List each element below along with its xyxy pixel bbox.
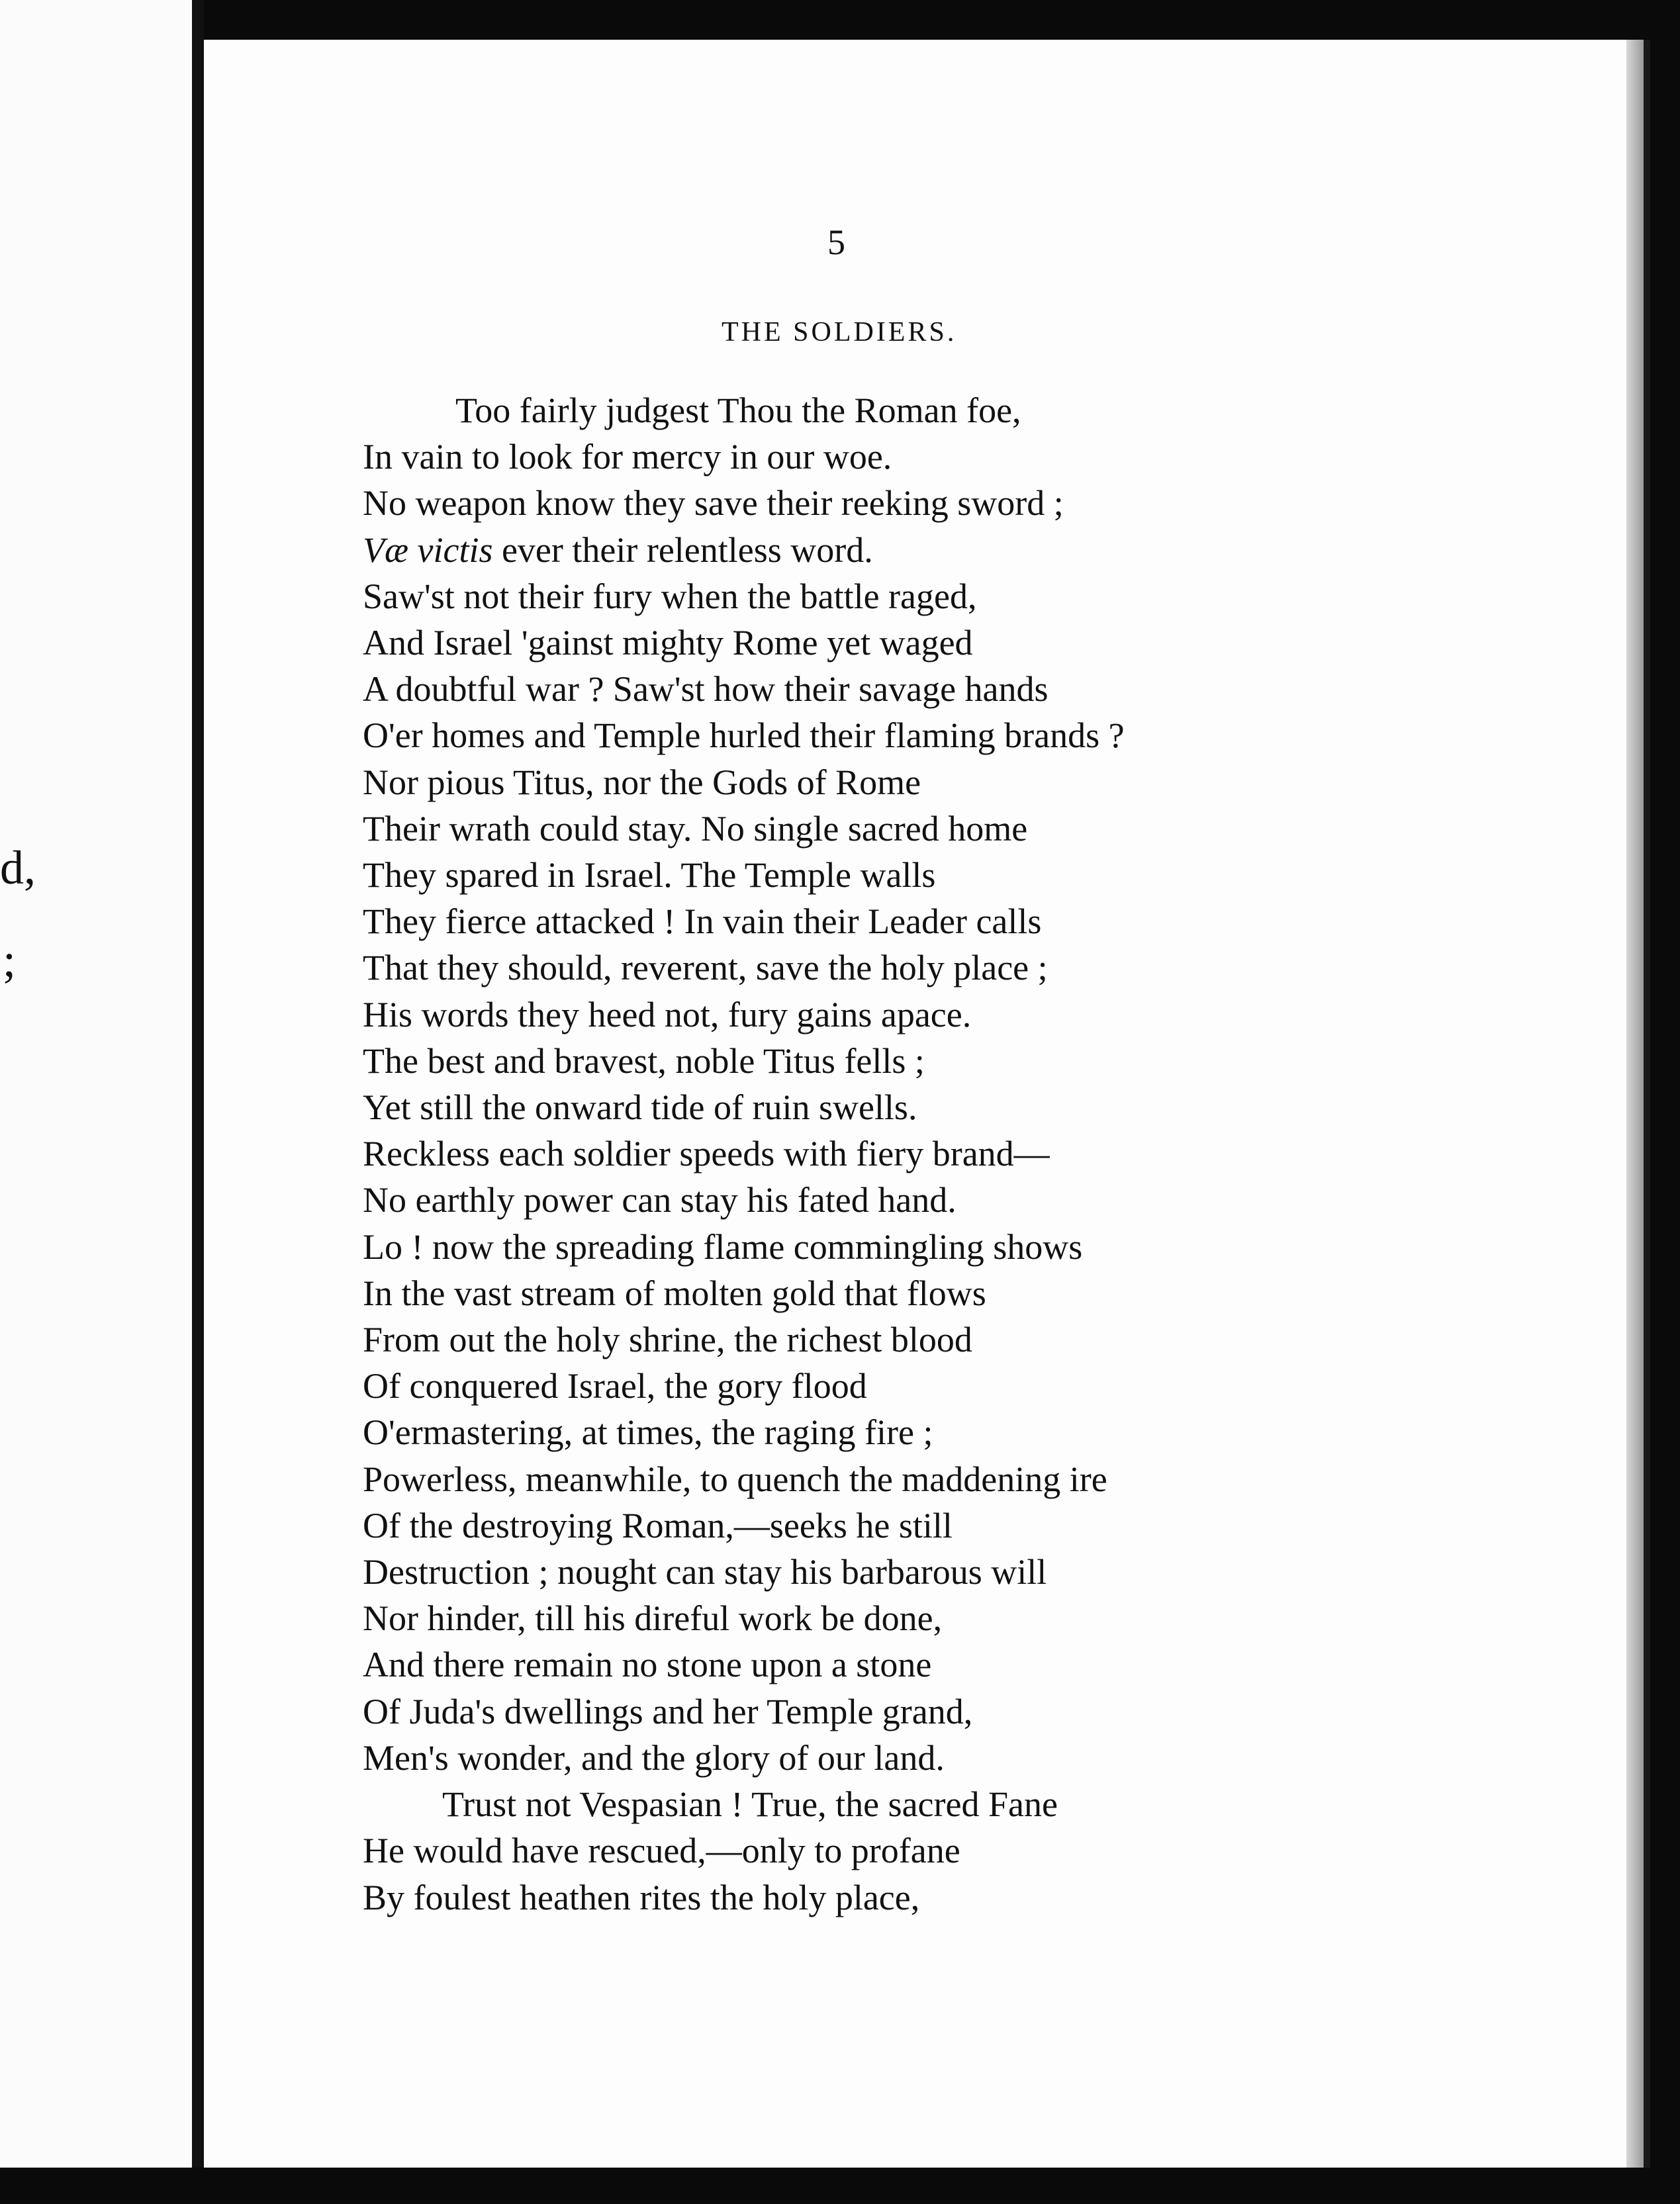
poem-line-text: That they should, reverent, save the holy place ; [363,948,1048,988]
poem-line-italic: Væ victis [363,529,493,570]
poem-line [363,1177,1356,1223]
poem-line-text: And Israel 'gainst mighty Rome yet waged [363,623,973,663]
poem-line [363,573,1356,620]
page-number: 5 [827,222,845,262]
poem-body [363,387,1356,1921]
poem-line-text: And there remain no stone upon a stone [363,1645,932,1685]
poem-line [363,434,1356,480]
poem-line-text: O'ermastering, at times, the raging fire ; [363,1412,933,1453]
poem-line-text: Nor pious Titus, nor the Gods of Rome [363,762,921,802]
poem-line [363,1827,1356,1874]
poem-line [363,1130,1356,1177]
poem-line [363,805,1356,852]
poem-line-text: O'er homes and Temple hurled their flaming brands ? [363,715,1125,756]
poem-line [363,480,1356,526]
poem-line [363,620,1356,666]
poem-title: THE SOLDIERS. [722,317,957,347]
poem-line-text: Their wrath could stay. No single sacred home [363,808,1028,849]
poem-line-text: They fierce attacked ! In vain their Leader calls [363,901,1042,942]
poem-line [363,1502,1356,1549]
poem-line-text: A doubtful war ? Saw'st how their savage hands [363,669,1049,710]
poem-line [363,1409,1356,1455]
poem-line [363,759,1356,805]
poem-line [363,1595,1356,1641]
left-page-fragment: ; [3,934,17,987]
poem-line [363,944,1356,991]
scan-border [0,2168,1680,2204]
poem-line [363,991,1356,1038]
poem-line [363,1874,1356,1921]
poem-line-text: ever their relentless word. [492,529,873,570]
poem-line-text: From out the holy shrine, the richest blood [363,1320,972,1360]
left-page-fragment: d, [0,841,36,894]
poem-line [363,1735,1356,1781]
poem-line-text: Powerless, meanwhile, to quench the maddening ire [363,1459,1107,1499]
poem-line [363,1781,1356,1827]
poem-line [363,1363,1356,1409]
poem-line [363,1456,1356,1502]
poem-line-text: He would have rescued,—only to profane [363,1831,960,1871]
poem-line-text: Reckless each soldier speeds with fiery brand— [363,1134,1050,1174]
poem-line-text: Nor hinder, till his direful work be done, [363,1598,943,1639]
page-edge [1626,40,1644,2168]
poem-line-text: Of conquered Israel, the gory flood [363,1366,867,1406]
poem-line-text: They spared in Israel. The Temple walls [363,855,936,895]
poem-line [363,1549,1356,1595]
poem-line-text: Men's wonder, and the glory of our land. [363,1737,945,1778]
poem-line [363,1224,1356,1270]
poem-line-text: Lo ! now the spreading flame commingling shows [363,1226,1083,1267]
poem-line [363,666,1356,712]
poem-line-text: No weapon know they save their reeking sword ; [363,483,1064,524]
poem-line [363,527,1356,573]
poem-line [363,1270,1356,1316]
poem-line [363,712,1356,758]
book-gutter [192,0,204,2204]
poem-line-text: Destruction ; nought can stay his barbarous will [363,1552,1047,1592]
poem-line-text: Trust not Vespasian ! True, the sacred Fane [442,1784,1058,1825]
poem-line-text: Yet still the onward tide of ruin swells. [363,1087,917,1128]
poem-line-text: In the vast stream of molten gold that flows [363,1273,986,1313]
left-page-leaf [0,0,192,2204]
poem-line [363,1641,1356,1688]
poem-line [363,898,1356,944]
poem-line [363,1084,1356,1130]
poem-line [363,1038,1356,1084]
poem-line-text: By foulest heathen rites the holy place, [363,1877,920,1917]
poem-line [363,852,1356,898]
poem-line-text: His words they heed not, fury gains apace. [363,994,972,1034]
poem-line-text: In vain to look for mercy in our woe. [363,437,892,477]
poem-line-text: The best and bravest, noble Titus fells ; [363,1040,925,1081]
poem-line-text: Too fairly judgest Thou the Roman foe, [455,390,1021,430]
poem-line-text: No earthly power can stay his fated hand. [363,1180,957,1220]
poem-line-text: Of the destroying Roman,—seeks he still [363,1505,953,1545]
poem-line-text: Saw'st not their fury when the battle raged, [363,576,977,616]
poem-line [363,1688,1356,1735]
poem-line-text: Of Juda's dwellings and her Temple grand, [363,1691,973,1731]
poem-line [363,387,1356,434]
poem-line [363,1316,1356,1363]
